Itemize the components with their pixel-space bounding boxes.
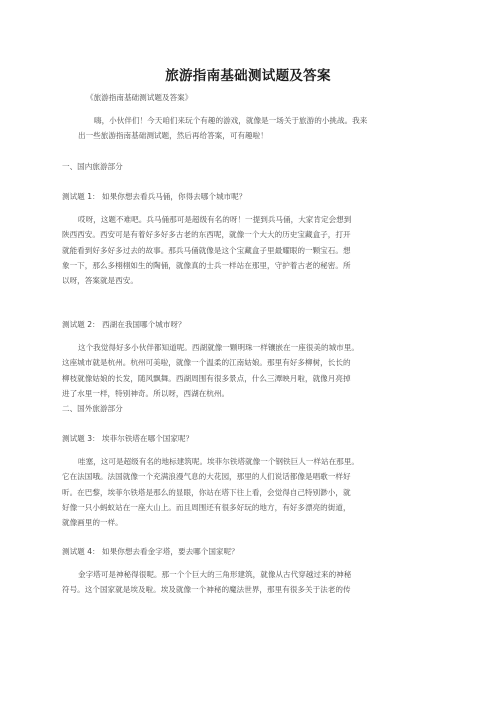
question-text: 测试题 2： 西湖在我国哪个城市呀？	[62, 320, 186, 329]
section-heading-international	[62, 401, 434, 416]
intro-paragraph	[62, 113, 434, 144]
intro-line: 嗨，小伙伴们！今天咱们来玩个有趣的游戏，就像是一场关于旅游的小挑战。我来	[94, 116, 368, 125]
answer-line: 听。在巴黎，埃菲尔铁塔是那么的显眼，你站在塔下往上看，会觉得自己特别渺小，就	[62, 487, 351, 497]
question-text: 测试题 3： 埃菲尔铁塔在哪个国家呢？	[62, 434, 194, 443]
question-1	[62, 189, 434, 204]
answer-line: 就像画里的一样。	[62, 518, 123, 528]
intro-line: 出一些旅游指南基础测试题，然后再给答案，可有趣啦！	[78, 131, 268, 141]
answer-1	[62, 212, 434, 288]
question-3	[62, 431, 434, 446]
answer-line: 陕西西安。西安可是有着好多好多古老的东西呢，就像一个大大的历史宝藏盒子，打开	[62, 230, 351, 240]
question-text: 测试题 1： 如果你想去看兵马俑，你得去哪个城市呢？	[62, 192, 247, 201]
page-title: 旅游指南基础测试题及答案	[165, 68, 331, 84]
subtitle	[62, 90, 434, 105]
section-heading-text: 二、国外旅游部分	[62, 404, 123, 413]
question-4	[62, 544, 434, 559]
answer-2	[62, 340, 434, 401]
answer-3	[62, 454, 434, 530]
answer-line: 哇塞，这可是超级有名的地标建筑呢。埃菲尔铁塔就像一个钢铁巨人一样站在那里。	[78, 457, 359, 466]
section-heading-domestic	[62, 159, 434, 174]
answer-line: 金字塔可是神秘得很呢。那一个个巨大的三角形建筑，就像从古代穿越过来的神秘	[78, 570, 352, 579]
answer-line: 这座城市就是杭州。杭州可美啦，就像一个温柔的江南姑娘。那里有好多柳树，长长的	[62, 358, 351, 368]
answer-line: 就能看到好多好多过去的故事。那兵马俑就像是这个宝藏盒子里最耀眼的一颗宝石。想	[62, 245, 351, 255]
answer-line: 好像一只小蚂蚁站在一座大山上。而且周围还有很多好玩的地方，有好多漂亮的街道，	[62, 502, 351, 512]
answer-4	[62, 567, 434, 598]
answer-line: 进了水里一样，特别神奇。所以呀，西湖在杭州。	[62, 388, 230, 398]
question-2	[62, 317, 434, 332]
section-heading-text: 一、国内旅游部分	[62, 162, 123, 171]
subtitle-text: 《旅游指南基础测试题及答案》	[86, 93, 193, 102]
question-text: 测试题 4： 如果你想去看金字塔，要去哪个国家呢？	[62, 547, 239, 556]
answer-line: 哎呀，这题不难吧。兵马俑那可是超级有名的呀！一提到兵马俑，大家肯定会想到	[78, 215, 352, 224]
answer-line: 以呀，答案就是西安。	[62, 276, 138, 286]
answer-line: 柳枝就像姑娘的长发，随风飘舞。西湖周围有很多景点，什么三潭映月啦，就像月亮掉	[62, 373, 351, 383]
answer-line: 它在法国哦。法国就像一个充满浪漫气息的大花园，那里的人们说话都像是唱歌一样好	[62, 472, 351, 482]
answer-line: 符号。这个国家就是埃及啦。埃及就像一个神秘的魔法世界，那里有很多关于法老的传	[62, 585, 351, 595]
answer-line: 这个我觉得好多小伙伴都知道呢。西湖就像一颗明珠一样镶嵌在一座很美的城市里。	[78, 343, 359, 352]
answer-line: 象一下，那么多栩栩如生的陶俑，就像真的士兵一样站在那里，守护着古老的秘密。所	[62, 260, 351, 270]
